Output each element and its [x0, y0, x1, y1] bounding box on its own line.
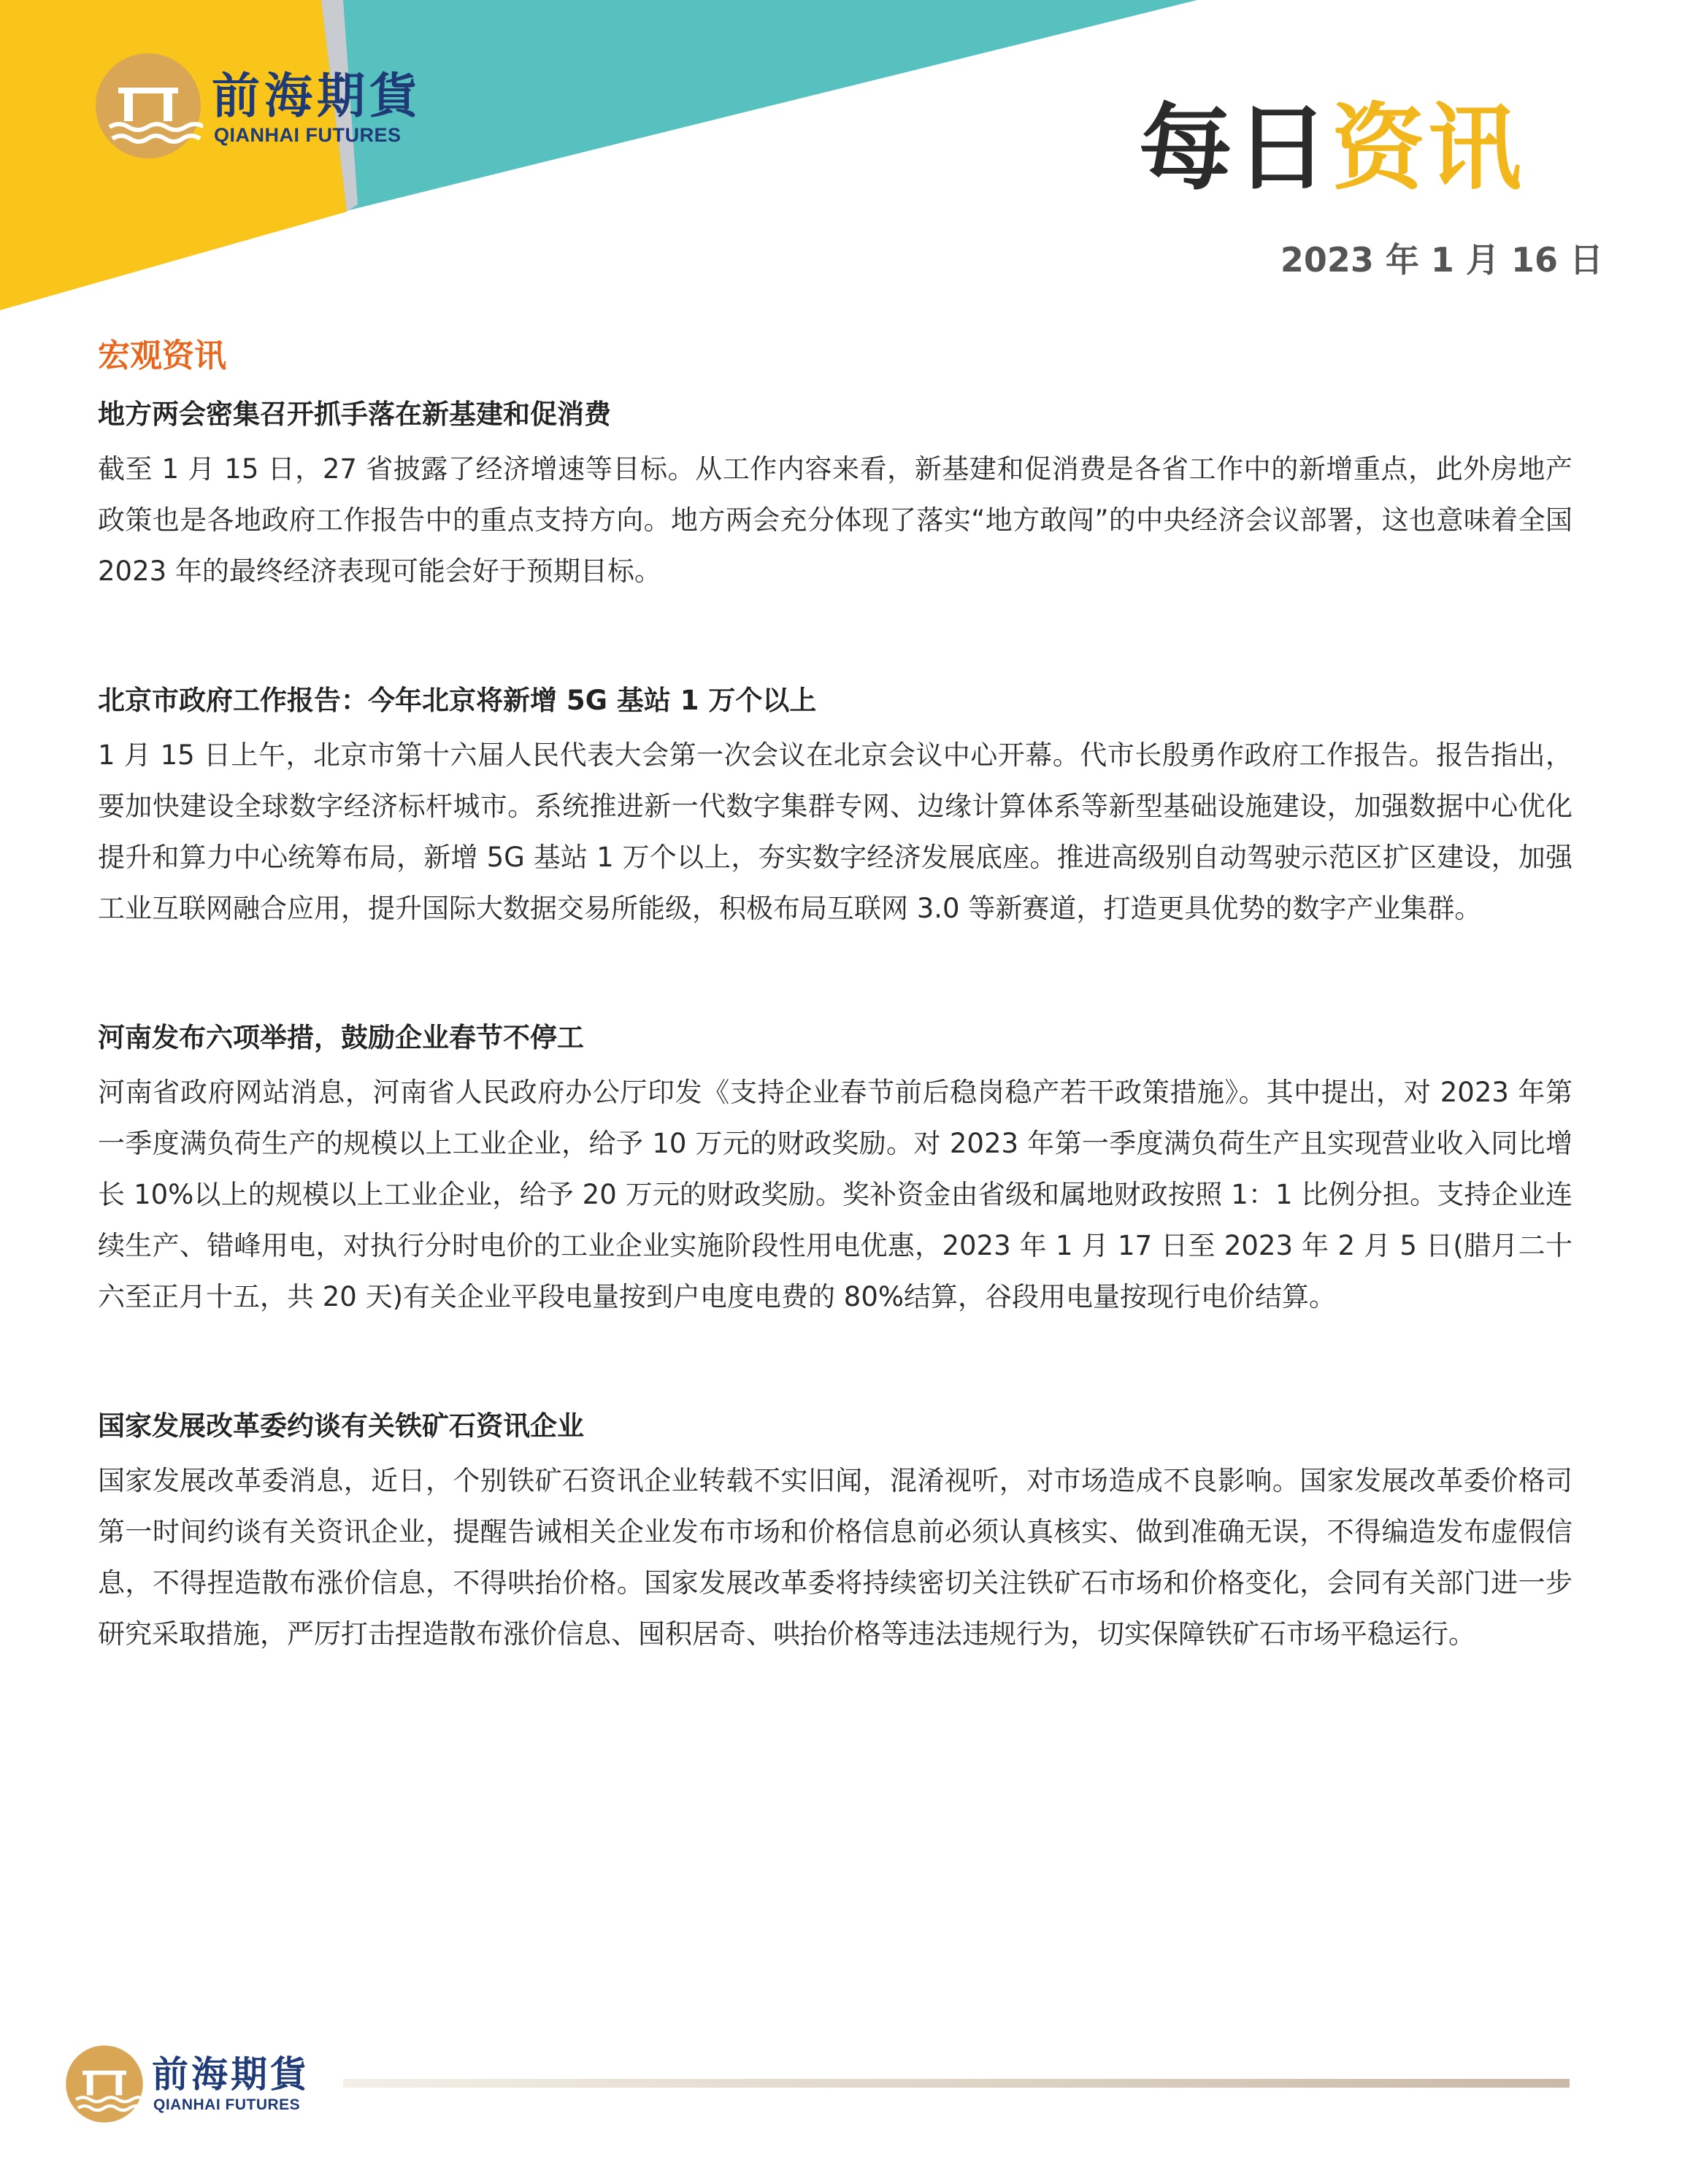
- report-date: 2023 年 1 月 16 日: [1280, 240, 1603, 280]
- article-body: 国家发展改革委消息，近日，个别铁矿石资讯企业转载不实旧闻，混淆视听，对市场造成不良影响。国家发展改革委价格司第一时间约谈有关资讯企业，提醒告诫相关企业发布市场和价格信息前必须认真核实、做到准确无误，不得编造发布虚假信息，不得捏造散布涨价信息，不得哄抬价格。国家发展改革委将持续密切关注铁矿石市场和价格变化，会同有关部门进一步研究采取措施，严厉打击捏造散布涨价信息、囤积居奇、哄抬价格等违法违规行为，切实保障铁矿石市场平稳运行。: [98, 1465, 1572, 1650]
- article: [98, 1397, 1572, 1660]
- footer-logo: [64, 2044, 356, 2124]
- company-logo: [93, 51, 473, 161]
- article: [98, 1009, 1572, 1323]
- article-body: 截至 1 月 15 日，27 省披露了经济增速等目标。从工作内容来看，新基建和促消费是各省工作中的新增重点，此外房地产政策也是各地政府工作报告中的重点支持方向。地方两会充分体现了落实“地方敢闯”的中央经济会议部署，这也意味着全国 2023 年的最终经济表现可能会好于预期目标。: [98, 453, 1572, 587]
- article-title: 国家发展改革委约谈有关铁矿石资讯企业: [98, 1410, 584, 1442]
- article: [98, 672, 1572, 934]
- page-title-part1: 每日: [1138, 94, 1332, 203]
- section-title: 宏观资讯: [98, 337, 226, 374]
- article-title: 北京市政府工作报告：今年北京将新增 5G 基站 1 万个以上: [98, 685, 817, 716]
- footer-logo-emblem-icon: [64, 2044, 145, 2124]
- logo-emblem-icon: [93, 51, 203, 161]
- page-title: [1138, 94, 1524, 203]
- page-title-part2: 资讯: [1331, 94, 1524, 203]
- footer-logo-english-name: QIANHAI FUTURES: [153, 2096, 301, 2113]
- article-title: 地方两会密集召开抓手落在新基建和促消费: [98, 399, 611, 430]
- main-content: [98, 327, 1572, 1734]
- article-title: 河南发布六项举措，鼓励企业春节不停工: [98, 1022, 584, 1053]
- footer-divider: [343, 2079, 1570, 2088]
- logo-english-name: QIANHAI FUTURES: [214, 124, 402, 146]
- article: [98, 385, 1572, 597]
- article-body: 河南省政府网站消息，河南省人民政府办公厅印发《支持企业春节前后稳岗稳产若干政策措施》。其中提出，对 2023 年第一季度满负荷生产的规模以上工业企业，给予 10 万元的财政奖励。对 2023 年第一季度满负荷生产且实现营业收入同比增长 10%以上的规模以上工业企业，给予 20 万元的财政奖励。奖补资金由省级和属地财政按照 1：1 比例分担。支持企业连续生产、错峰用电，对执行分时电价的工业企业实施阶段性用电优惠，2023 年 1 月 17 日至 2023 年 2 月 5 日(腊月二十六至正月十五，共 20 天)有关企业平段电量按到户电度电费的 80%结算，谷段用电量按现行电价结算。: [98, 1077, 1572, 1312]
- article-body: 1 月 15 日上午，北京市第十六届人民代表大会第一次会议在北京会议中心开幕。代市长殷勇作政府工作报告。报告指出，要加快建设全球数字经济标杆城市。系统推进新一代数字集群专网、边缘计算体系等新型基础设施建设，加强数据中心优化提升和算力中心统筹布局，新增 5G 基站 1 万个以上，夯实数字经济发展底座。推进高级别自动驾驶示范区扩区建设，加强工业互联网融合应用，提升国际大数据交易所能级，积极布局互联网 3.0 等新赛道，打造更具优势的数字产业集群。: [98, 739, 1572, 924]
- footer-logo-chinese-name: 前海期貨: [152, 2053, 310, 2096]
- logo-chinese-name: 前海期貨: [212, 67, 422, 124]
